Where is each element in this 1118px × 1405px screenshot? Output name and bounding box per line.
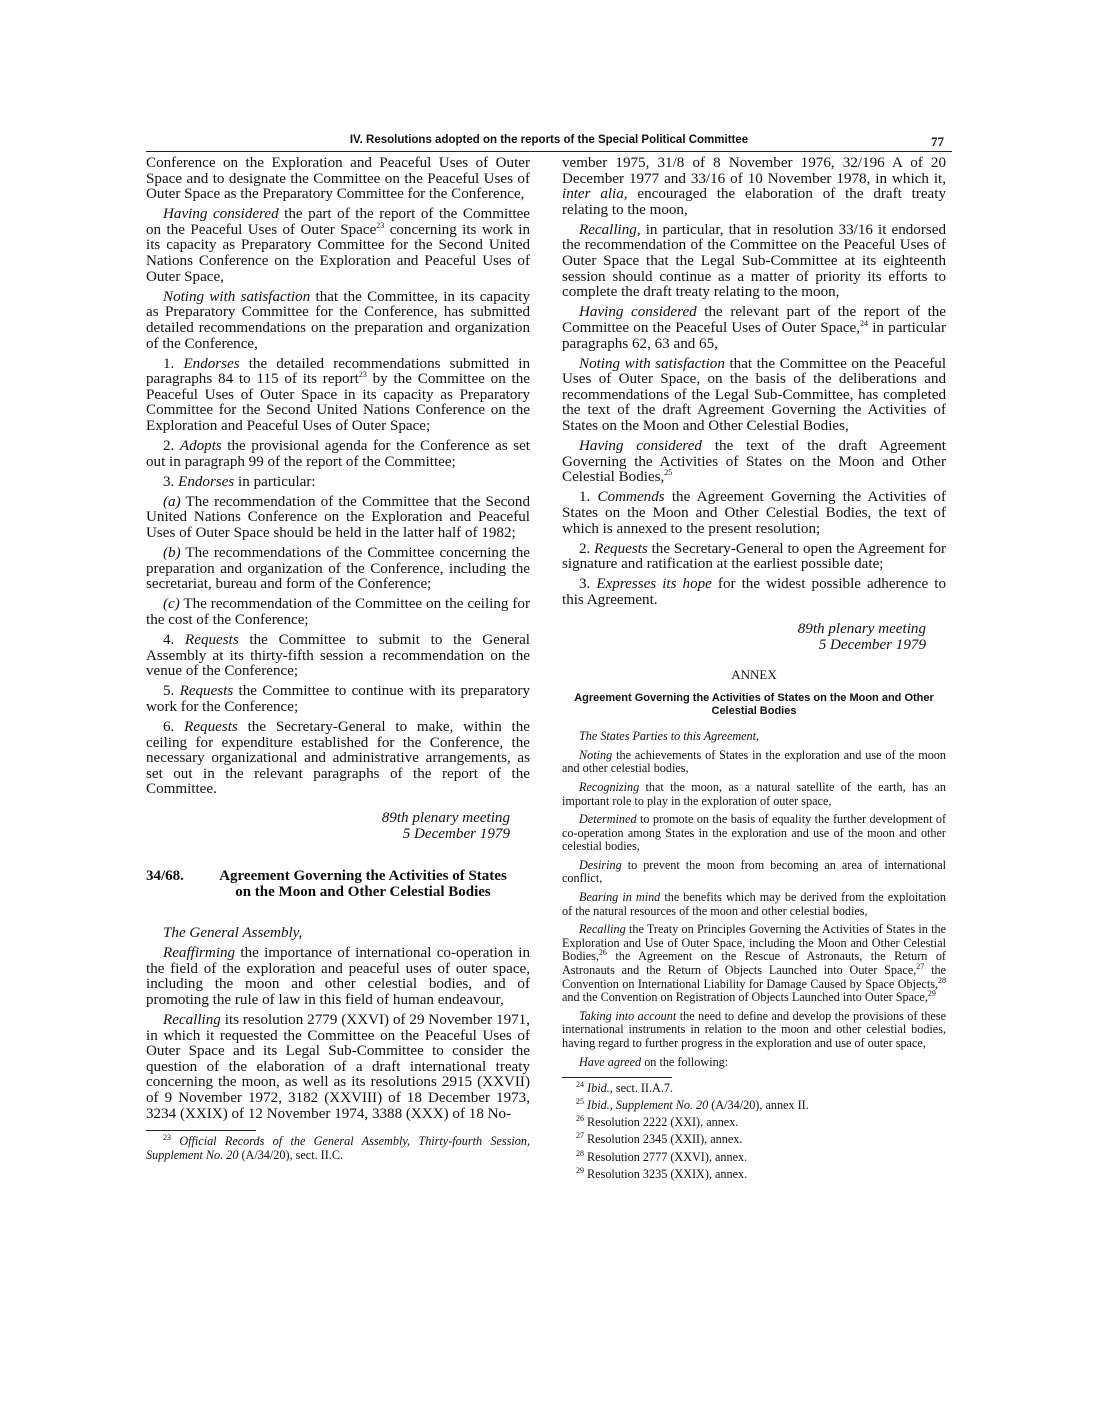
footnote: $^{25}$ Ibid., Supplement No. 20 (A/34/20), annex II. <box>576 1097 809 1113</box>
paragraph: Having considered the text of the draft Agreement Governing the Activities of States on the Moon and Other Celestial Bodies,$^{25}$ <box>562 438 946 486</box>
paragraph: Noting with satisfaction that the Committee, in its capacity as Preparatory Committee for the Conference, has submitted detailed recommendations on the preparation and organization of the Conference, <box>146 288 531 352</box>
resolution-title: Agreement Governing the Activities of States on the Moon and Other Celestial Bodies <box>219 868 507 901</box>
sub-paragraph: (a) The recommendation of the Committee that the Second United Nations Conference on the Exploration and Peaceful Uses of Outer Space should be held in the latter half of 1982; <box>146 493 530 542</box>
paragraph: Recalling its resolution 2779 (XXVI) of 29 November 1971, in which it requested the Committee on the Peaceful Uses of Outer Space and its Legal Sub-Committee to consider the question of the elaboration of a draft international treaty concerning the moon, as well as its resolutions 2915 (XXVII) of 9 November 1972, 3182 (XXVIII) of 18 December 1973, 3234 (XXIX) of 12 November 1974, 3388 (XXX) of 18 No- <box>146 1012 530 1122</box>
operative-paragraph: 3. Expresses its hope for the widest possible adherence to this Agreement. <box>562 576 946 608</box>
paragraph: Having considered the relevant part of the report of the Committee on the Peaceful Uses of Outer Space,$^{24}$ in particular paragraphs 62, 63 and 65, <box>562 304 947 352</box>
operative-paragraph: 2. Adopts the provisional agenda for the Conference as set out in paragraph 99 of the report of the Committee; <box>146 438 530 470</box>
preamble-intro: The General Assembly, <box>163 925 303 942</box>
footnote: $^{26}$ Resolution 2222 (XXI), annex. <box>576 1114 739 1130</box>
footnote: $^{24}$ Ibid., sect. II.A.7. <box>576 1080 674 1096</box>
annex-paragraph: Noting the achievements of States in the exploration and use of the moon and other celestial bodies, <box>562 747 946 776</box>
operative-paragraph: 1. Commends the Agreement Governing the Activities of States on the Moon and Other Celestial Bodies, the text of which is annexed to the present resolution; <box>562 489 946 537</box>
operative-paragraph: 3. Endorses in particular: <box>163 473 316 490</box>
annex-paragraph: Taking into account the need to define and develop the provisions of these international instruments in relation to the moon and other celestial bodies, having regard to further progress in the exploration and use of outer space, <box>562 1008 946 1050</box>
running-header <box>146 131 952 152</box>
sub-paragraph: (c) The recommendation of the Committee on the ceiling for the cost of the Conference; <box>146 596 530 629</box>
annex-paragraph: Bearing in mind the benefits which may be derived from the exploitation of the natural resources of the moon and other celestial bodies, <box>562 890 946 918</box>
paragraph: Conference on the Exploration and Peaceful Uses of Outer Space and to designate the Committee on the Peaceful Uses of Outer Space as the Preparatory Committee for the Conference, <box>146 155 530 203</box>
footnote: $^{28}$ Resolution 2777 (XXVI), annex. <box>576 1148 748 1164</box>
operative-paragraph: 2. Requests the Secretary-General to open the Agreement for signature and ratification at the earliest possible date; <box>562 540 947 573</box>
meeting-label: 89th plenary meeting <box>381 810 510 827</box>
annex-subtitle: Agreement Governing the Activities of States on the Moon and Other Celestial Bodies <box>574 692 934 718</box>
annex-paragraph: Have agreed on the following: <box>579 1054 729 1069</box>
page-number: 77 <box>931 134 944 149</box>
operative-paragraph: 5. Requests the Committee to continue with its preparatory work for the Conference; <box>146 683 531 715</box>
footnote-ref: 23 <box>358 370 367 380</box>
operative-paragraph: 6. Requests the Secretary-General to make, within the ceiling for expenditure established for the Conference, the necessary organizational and administrative arrangements, as set out in the relevant paragraphs of the report of the Committee. <box>146 719 530 798</box>
meeting-signature <box>562 621 946 653</box>
footnote-ref: 23 <box>376 220 385 230</box>
footnote-ref: 25 <box>664 468 673 478</box>
footnote-divider <box>562 1077 672 1078</box>
annex-body <box>562 730 946 1069</box>
paragraph: Noting with satisfaction that the Committee on the Peaceful Uses of Outer Space, on the basis of the deliberations and recommendations of the Legal Sub-Committee, has completed the text of the draft Agreement Governing the Activities of States on the Moon and Other Celestial Bodies, <box>562 355 947 434</box>
annex-paragraph: Recalling the Treaty on Principles Governing the Activities of States in the Exploration and Use of Outer Space, including the Moon and Other Celestial Bodies,$^{26}$ the Agreement on the Rescue of Astronauts, the Return of Astronauts and the Return of Objects Launched into Outer Space,$^{27}$ the Convention on International Liability for Damage Caused by Space Objects,$^{28}$ and the Convention on Registration of Objects Launched into Outer Space,$^{29}$ <box>562 922 947 1005</box>
meeting-signature <box>146 810 530 842</box>
footnote: $^{27}$ Resolution 2345 (XXII), annex. <box>576 1131 743 1147</box>
running-header-title: IV. Resolutions adopted on the reports of the Special Political Committee <box>349 134 749 146</box>
left-column <box>146 156 530 1167</box>
resolution-number: 34/68. <box>146 868 184 885</box>
annex-paragraph: Desiring to prevent the moon from becoming an area of international conflict, <box>562 857 946 886</box>
right-column <box>562 156 946 1185</box>
meeting-date: 5 December 1979 <box>818 636 926 653</box>
footnote: $^{23}$ Official Records of the General Assembly, Thirty-fourth Session, Supplement No. 20 (A/34/20), sect. II.C. <box>146 1133 530 1162</box>
annex-title: ANNEX <box>731 666 777 682</box>
paragraph: Having considered the part of the report of the Committee on the Peaceful Uses of Outer Space$^{23}$ concerning its work in its capacity as Preparatory Committee for the Second United Nations Conference on the Exploration and Peaceful Uses of Outer Space, <box>146 206 530 285</box>
footnotes <box>562 1082 946 1180</box>
operative-paragraph: 1. Endorses the detailed recommendations submitted in paragraphs 84 to 115 of its report$^{23}$ by the Committee on the Peaceful Uses of Outer Space in its capacity as Preparatory Committee for the Second United Nations Conference on the Exploration and Peaceful Uses of Outer Space; <box>146 355 530 434</box>
footnote-divider <box>146 1130 256 1131</box>
operative-paragraph: 4. Requests the Committee to submit to the General Assembly at its thirty-fifth session a recommendation on the venue of the Conference; <box>146 632 531 680</box>
paragraph: Recalling, in particular, that in resolution 33/16 it endorsed the recommendation of the Committee on the Peaceful Uses of Outer Space that the Legal Sub-Committee at its eighteenth session should continue as a matter of priority its efforts to complete the draft treaty relating to the moon, <box>562 221 946 301</box>
resolution-heading <box>146 868 530 900</box>
footnote-ref: 24 <box>860 318 869 328</box>
paragraph: vember 1975, 31/8 of 8 November 1976, 32/196 A of 20 December 1977 and 33/16 of 10 November 1978, in which it, inter alia, encouraged the elaboration of the draft treaty relating to the moon, <box>562 155 946 218</box>
annex-paragraph: Determined to promote on the basis of equality the further development of co-operation among States in the exploration and use of the moon and other celestial bodies, <box>562 812 946 854</box>
footnote: $^{29}$ Resolution 3235 (XXIX), annex. <box>576 1165 748 1181</box>
annex-paragraph: Recognizing that the moon, as a natural satellite of the earth, has an important role to play in the exploration of outer space, <box>562 779 946 808</box>
sub-paragraph: (b) The recommendations of the Committee concerning the preparation and organization of the Conference, including the secretariat, bureau and form of the Conference; <box>146 545 530 593</box>
annex-paragraph: The States Parties to this Agreement, <box>579 729 760 744</box>
meeting-date: 5 December 1979 <box>402 826 510 843</box>
meeting-label: 89th plenary meeting <box>797 620 926 637</box>
paragraph: Reaffirming the importance of international co-operation in the field of the exploration and peaceful uses of outer space, including the moon and other celestial bodies, and of promoting the rule of law in this field of human endeavour, <box>146 945 530 1008</box>
